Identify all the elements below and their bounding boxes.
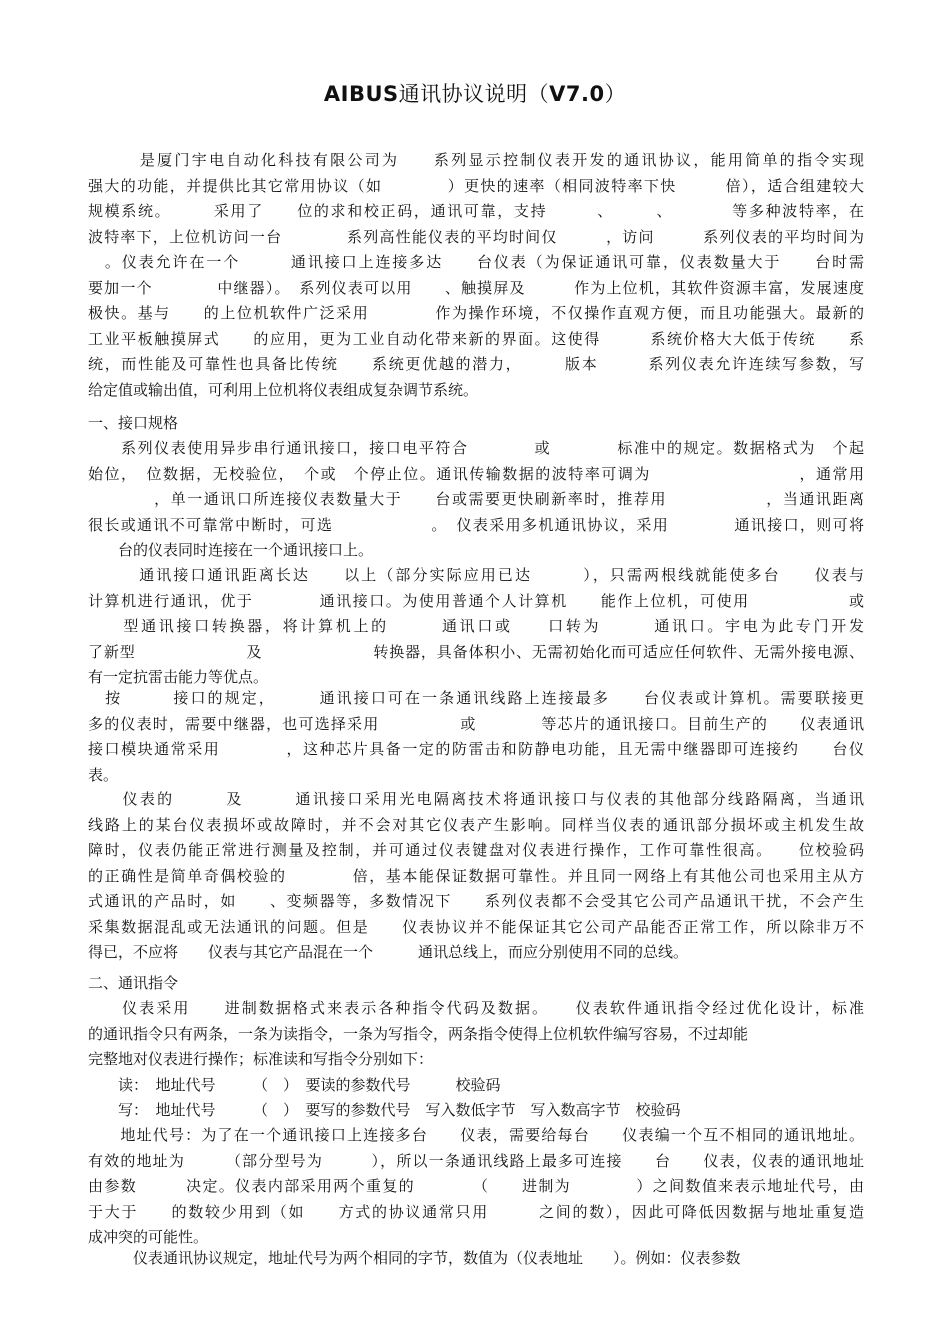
section-heading-interface: 一、接口规格 [88, 414, 179, 432]
text-line: 于大于 的数较少用到（如 方式的协议通常只用 之间的数），因此可降低因数据与地址重复造 [88, 1202, 864, 1221]
text-line: 的正确性是简单奇偶校验的 倍，基本能保证数据可靠性。并且同一网络上有其他公司也采用主从方 [88, 866, 864, 885]
text-line: 表。 [88, 765, 119, 784]
text-line: 型通讯接口转换器，将计算机上的 通讯口或 口转为 通讯口。宇电为此专门开发 [88, 617, 864, 635]
title-suffix: ） [604, 82, 627, 106]
text-line: 了新型 及 转换器，具备体积小、无需初始化而可适应任何软件、无需外接电源、 [88, 642, 864, 661]
text-line: 波特率下，上位机访问一台 系列高性能仪表的平均时间仅 ，访问 系列仪表的平均时间为 [88, 227, 864, 246]
text-line: 线路上的某台仪表损坏或故障时，并不会对其它仪表产生影响。同样当仪表的通讯部分损坏或主机发生故 [88, 815, 864, 834]
text-line: 有效的地址为 （部分型号为 ），所以一条通讯线路上最多可连接 台 仪表，仪表的通讯地址 [88, 1151, 864, 1170]
text-line: 始位， 位数据，无校验位， 个或 个停止位。通讯传输数据的波特率可调为 ，通常用 [88, 464, 864, 483]
text-line: 接口模块通常采用 ，这种芯片具备一定的防雷击和防静电功能，且无需中继器即可连接约 台仪 [88, 740, 864, 758]
text-line: 按 接口的规定， 通讯接口可在一条通讯线路上连接最多 台仪表或计算机。需要联接更 [88, 689, 864, 707]
commands-paragraph [88, 996, 864, 1124]
protocol-paragraph [88, 1246, 864, 1272]
text-line: 完整地对仪表进行操作；标准读和写指令分别如下： [88, 1050, 434, 1068]
interface-paragraph-2 [88, 563, 864, 691]
text-line: 由参数 决定。仪表内部采用两个重复的 （ 进制为 ）之间数值来表示地址代号，由 [88, 1177, 864, 1195]
text-line: 成冲突的可能性。 [88, 1228, 209, 1246]
text-line: 地址代号：为了在一个通讯接口上连接多台 仪表，需要给每台 仪表编一个互不相同的通讯地址。 [88, 1126, 864, 1144]
interface-paragraph-4 [88, 787, 864, 966]
text-line: 要加一个 中继器）。 系列仪表可以用 、触摸屏及 作为上位机，其软件资源丰富，发展速度 [88, 278, 864, 297]
title-middle: 通讯协议说明（ [398, 82, 550, 106]
section-heading-commands: 二、通讯指令 [88, 974, 179, 992]
title-version: V7.0 [549, 82, 605, 106]
read-command-format: 读： 地址代号 （ ） 要读的参数代号 校验码 [88, 1075, 501, 1094]
interface-paragraph-3 [88, 686, 864, 788]
text-line: 障时，仪表仍能正常进行测量及控制，并可通过仪表键盘对仪表进行操作，工作可靠性很高。 位校验码 [88, 841, 864, 859]
text-line: 仪表的 及 通讯接口采用光电隔离技术将通讯接口与仪表的其他部分线路隔离，当通讯 [88, 790, 864, 808]
title-prefix: AIBUS [323, 82, 399, 106]
text-line: 计算机进行通讯，优于 通讯接口。为使用普通个人计算机 能作上位机，可使用 或 [88, 591, 864, 610]
interface-paragraph-1 [88, 436, 864, 564]
text-line: 台的仪表同时连接在一个通讯接口上。 [88, 541, 374, 559]
text-line: 给定值或输出值，可利用上位机将仪表组成复杂调节系统。 [88, 380, 479, 399]
text-line: 式通讯的产品时，如 、变频器等，多数情况下 系列仪表都不会受其它公司产品通讯干扰，不会产生 [88, 892, 864, 910]
text-line: ，单一通讯口所连接仪表数量大于 台或需要更快刷新率时，推荐用 ，当通讯距离 [88, 490, 864, 508]
text-line: 采集数据混乱或无法通讯的问题。但是 仪表协议并不能保证其它公司产品能否正常工作，所以除非万不 [88, 917, 864, 936]
text-line: 统，而性能及可靠性也具备比传统 系统更优越的潜力， 版本 系列仪表允许连续写参数，写 [88, 355, 864, 373]
text-line: 。仪表允许在一个 通讯接口上连接多达 台仪表（为保证通讯可靠，仪表数量大于 台时需 [88, 253, 864, 271]
text-line: 是厦门宇电自动化科技有限公司为 系列显示控制仪表开发的通讯协议，能用简单的指令实现 [88, 151, 864, 169]
page-title [0, 78, 950, 108]
text-line: 有一定抗雷击能力等优点。 [88, 668, 269, 686]
text-line: 多的仪表时，需要中继器，也可选择采用 或 等芯片的通讯接口。目前生产的 仪表通讯 [88, 714, 864, 733]
text-line: 极快。基与 的上位机软件广泛采用 作为操作环境，不仅操作直观方便，而且功能强大。最新的 [88, 304, 864, 322]
text-line: 强大的功能，并提供比其它常用协议（如 ）更快的速率（相同波特率下快 倍），适合组建较大 [88, 176, 864, 195]
intro-paragraph [88, 148, 864, 403]
text-line: 仪表采用 进制数据格式来表示各种指令代码及数据。 仪表软件通讯指令经过优化设计，标准 [88, 999, 864, 1017]
text-line: 得已，不应将 仪表与其它产品混在一个 通讯总线上，而应分别使用不同的总线。 [88, 943, 689, 961]
text-line: 工业平板触摸屏式 的应用，更为工业自动化带来新的界面。这使得 系统价格大大低于传统 系 [88, 329, 864, 348]
write-command-format: 写： 地址代号 （ ） 要写的参数代号 写入数低字节 写入数高字节 校验码 [88, 1101, 681, 1119]
text-line: 通讯接口通讯距离长达 以上（部分实际应用已达 ），只需两根线就能使多台 仪表与 [88, 566, 864, 584]
address-code-paragraph [88, 1123, 864, 1251]
text-line: 仪表通讯协议规定，地址代号为两个相同的字节，数值为（仪表地址 ）。例如：仪表参数 [88, 1249, 741, 1267]
text-line: 的通讯指令只有两条，一条为读指令，一条为写指令，两条指令使得上位机软件编写容易，不过却能 [88, 1024, 749, 1043]
text-line: 很长或通讯不可靠常中断时，可选 。 仪表采用多机通讯协议，采用 通讯接口，则可将 [88, 515, 864, 534]
text-line: 系列仪表使用异步串行通讯接口，接口电平符合 或 标准中的规定。数据格式为 个起 [88, 439, 864, 457]
text-line: 规模系统。 采用了 位的求和校正码，通讯可靠，支持 、 、 等多种波特率，在 [88, 202, 864, 220]
